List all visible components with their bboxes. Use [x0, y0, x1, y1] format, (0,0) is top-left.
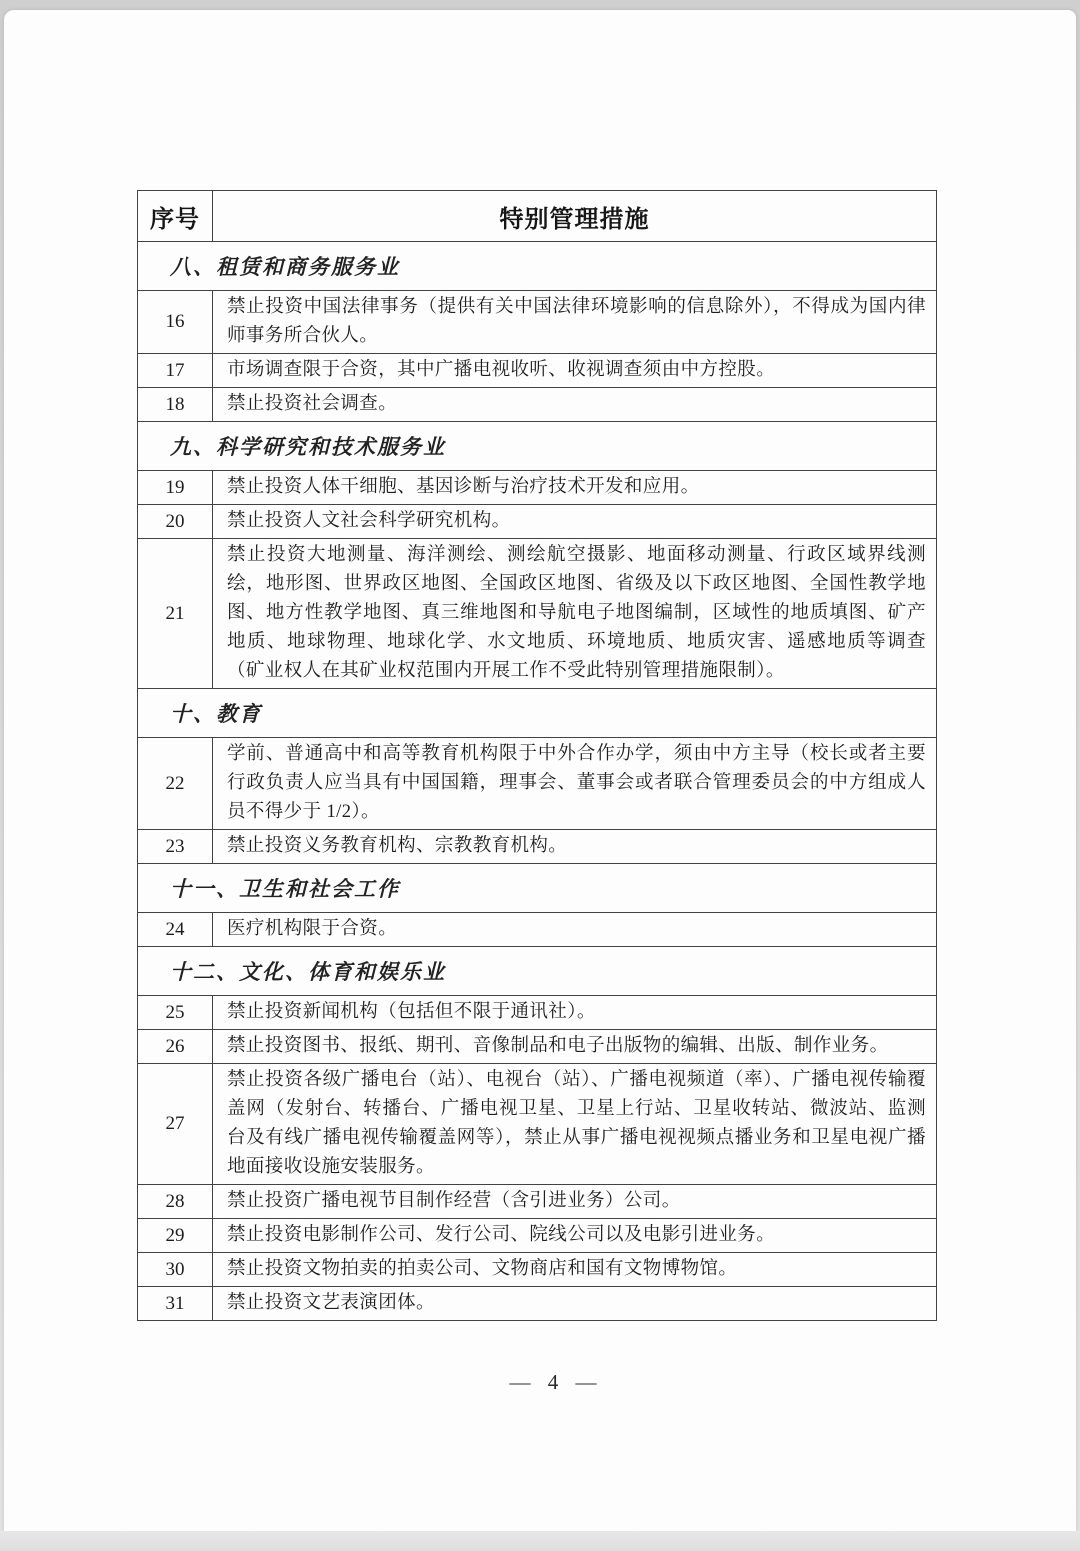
measure-text: 禁止投资社会调查。 — [213, 388, 937, 422]
measure-number: 25 — [138, 996, 213, 1030]
measure-number: 27 — [138, 1064, 213, 1185]
measure-number: 31 — [138, 1287, 213, 1321]
measure-row — [138, 830, 937, 864]
measure-number: 29 — [138, 1219, 213, 1253]
header-cell-measure: 特别管理措施 — [213, 191, 937, 242]
section-label: 十、教育 — [138, 689, 937, 738]
section-label: 八、租赁和商务服务业 — [138, 242, 937, 291]
measure-row — [138, 291, 937, 354]
measure-row — [138, 1287, 937, 1321]
measure-number: 18 — [138, 388, 213, 422]
measure-text: 禁止投资文艺表演团体。 — [213, 1287, 937, 1321]
section-label: 十二、文化、体育和娱乐业 — [138, 947, 937, 996]
section-row — [138, 689, 937, 738]
measure-row — [138, 1185, 937, 1219]
measure-text: 禁止投资电影制作公司、发行公司、院线公司以及电影引进业务。 — [213, 1219, 937, 1253]
measure-number: 24 — [138, 913, 213, 947]
measure-text: 市场调查限于合资，其中广播电视收听、收视调查须由中方控股。 — [213, 354, 937, 388]
measure-text: 学前、普通高中和高等教育机构限于中外合作办学，须由中方主导（校长或者主要行政负责人应当具有中国国籍，理事会、董事会或者联合管理委员会的中方组成人员不得少于 1/2）。 — [213, 738, 937, 830]
special-measures-table — [137, 190, 937, 1321]
header-cell-number: 序号 — [138, 191, 213, 242]
section-row — [138, 422, 937, 471]
measure-row — [138, 471, 937, 505]
measure-row — [138, 996, 937, 1030]
measure-text: 禁止投资文物拍卖的拍卖公司、文物商店和国有文物博物馆。 — [213, 1253, 937, 1287]
measure-number: 16 — [138, 291, 213, 354]
measure-number: 23 — [138, 830, 213, 864]
measure-number: 20 — [138, 505, 213, 539]
measure-text: 禁止投资中国法律事务（提供有关中国法律环境影响的信息除外），不得成为国内律师事务所合伙人。 — [213, 291, 937, 354]
measure-text: 禁止投资大地测量、海洋测绘、测绘航空摄影、地面移动测量、行政区域界线测绘，地形图、世界政区地图、全国政区地图、省级及以下政区地图、全国性教学地图、地方性教学地图、真三维地图和导航电子地图编制，区域性的地质填图、矿产地质、地球物理、地球化学、水文地质、环境地质、地质灾害、遥感地质等调查（矿业权人在其矿业权范围内开展工作不受此特别管理措施限制）。 — [213, 539, 937, 689]
measure-text: 禁止投资人体干细胞、基因诊断与治疗技术开发和应用。 — [213, 471, 937, 505]
measure-text: 禁止投资义务教育机构、宗教教育机构。 — [213, 830, 937, 864]
measure-row — [138, 913, 937, 947]
section-label: 十一、卫生和社会工作 — [138, 864, 937, 913]
photo-bottom-edge — [0, 1531, 1080, 1551]
section-row — [138, 947, 937, 996]
measure-row — [138, 388, 937, 422]
measure-text: 禁止投资广播电视节目制作经营（含引进业务）公司。 — [213, 1185, 937, 1219]
table-header-row — [138, 191, 937, 242]
measure-row — [138, 1219, 937, 1253]
measure-number: 19 — [138, 471, 213, 505]
measure-text: 禁止投资图书、报纸、期刊、音像制品和电子出版物的编辑、出版、制作业务。 — [213, 1030, 937, 1064]
measure-text: 禁止投资人文社会科学研究机构。 — [213, 505, 937, 539]
measure-number: 30 — [138, 1253, 213, 1287]
measure-row — [138, 505, 937, 539]
measure-number: 28 — [138, 1185, 213, 1219]
measure-row — [138, 354, 937, 388]
measure-number: 17 — [138, 354, 213, 388]
section-row — [138, 242, 937, 291]
measure-text: 禁止投资新闻机构（包括但不限于通讯社）。 — [213, 996, 937, 1030]
measure-row — [138, 1064, 937, 1185]
measure-row — [138, 1030, 937, 1064]
measure-row — [138, 1253, 937, 1287]
section-row — [138, 864, 937, 913]
document-page — [4, 10, 1076, 1531]
measure-number: 21 — [138, 539, 213, 689]
page-number: — 4 — — [509, 1370, 603, 1394]
measures-table-body — [138, 242, 937, 1321]
section-label: 九、科学研究和技术服务业 — [138, 422, 937, 471]
measure-row — [138, 539, 937, 689]
measure-number: 26 — [138, 1030, 213, 1064]
measure-row — [138, 738, 937, 830]
measure-number: 22 — [138, 738, 213, 830]
measure-text: 禁止投资各级广播电台（站）、电视台（站）、广播电视频道（率）、广播电视传输覆盖网（发射台、转播台、广播电视卫星、卫星上行站、卫星收转站、微波站、监测台及有线广播电视传输覆盖网等），禁止从事广播电视视频点播业务和卫星电视广播地面接收设施安装服务。 — [213, 1064, 937, 1185]
measure-text: 医疗机构限于合资。 — [213, 913, 937, 947]
